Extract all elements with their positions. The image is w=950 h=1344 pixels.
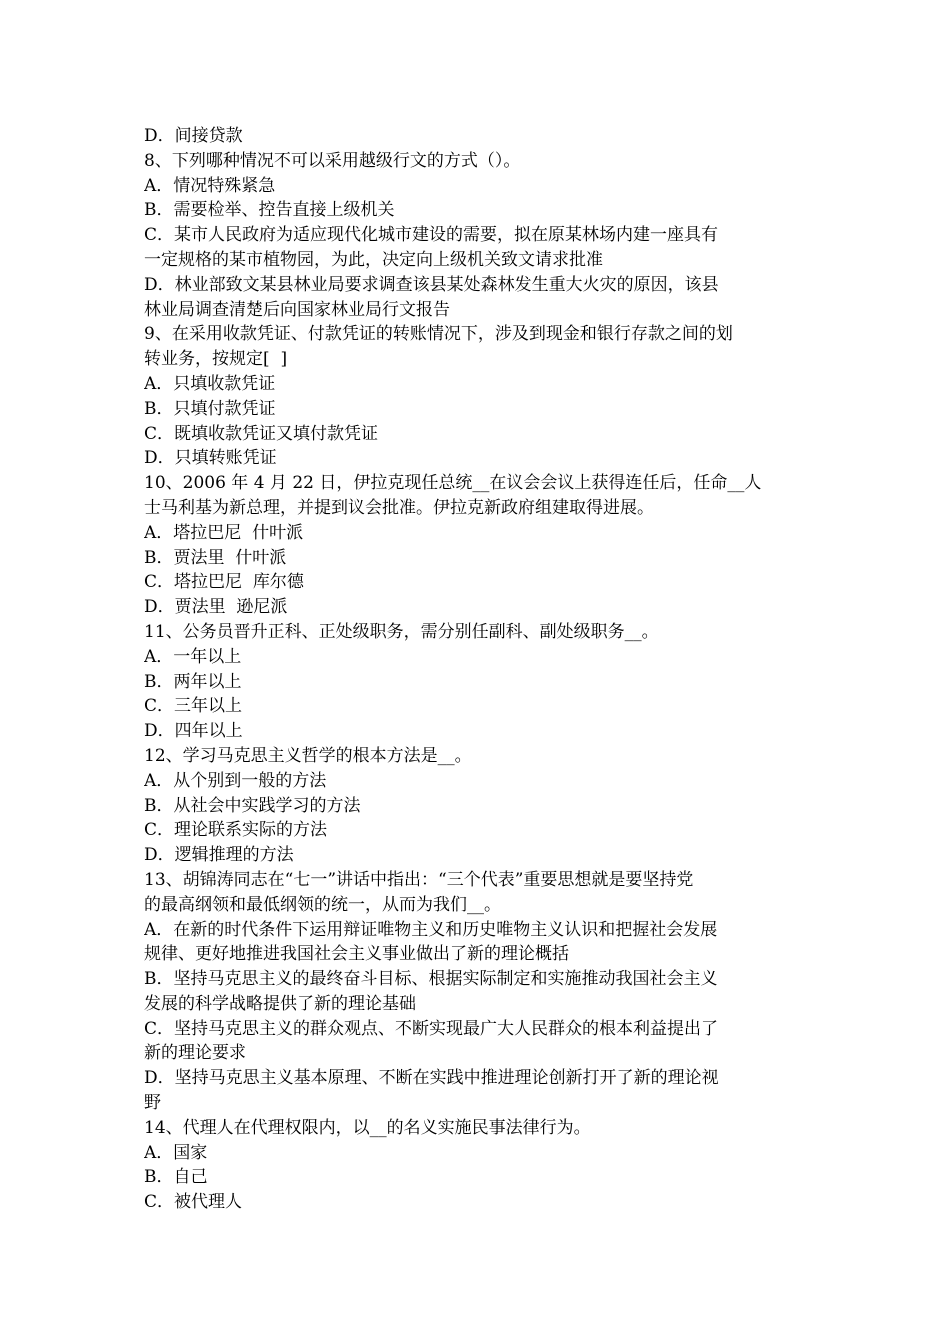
- text-line: D．林业部致文某县林业局要求调查该县某处森林发生重大火灾的原因，该县: [144, 274, 719, 295]
- text-line: 14、代理人在代理权限内，以__的名义实施民事法律行为。: [144, 1117, 591, 1138]
- text-line: C．三年以上: [144, 696, 243, 717]
- text-line: B．需要检举、控告直接上级机关: [144, 200, 395, 221]
- text-line: 新的理论要求: [144, 1043, 246, 1064]
- text-line: A．从个别到一般的方法: [144, 770, 327, 791]
- text-line: D．坚持马克思主义基本原理、不断在实践中推进理论创新打开了新的理论视: [144, 1068, 719, 1089]
- text-line: 士马利基为新总理，并提到议会批准。伊拉克新政府组建取得进展。: [144, 497, 654, 518]
- text-line: B．从社会中实践学习的方法: [144, 795, 361, 816]
- text-line: C．某市人民政府为适应现代化城市建设的需要，拟在原某林场内建一座具有: [144, 225, 719, 246]
- text-line: 12、学习马克思主义哲学的根本方法是__。: [144, 745, 472, 766]
- text-line: 发展的科学战略提供了新的理论基础: [144, 993, 416, 1014]
- text-line: 转业务，按规定[ ]: [144, 349, 288, 370]
- text-line: B．自己: [144, 1167, 208, 1188]
- text-line: D．逻辑推理的方法: [144, 845, 294, 866]
- text-line: D．四年以上: [144, 721, 243, 742]
- text-line: D．只填转账凭证: [144, 448, 277, 469]
- text-line: 11、公务员晋升正科、正处级职务，需分别任副科、副处级职务__。: [144, 621, 659, 642]
- text-line: B．只填付款凭证: [144, 398, 276, 419]
- text-line: C．坚持马克思主义的群众观点、不断实现最广大人民群众的根本利益提出了: [144, 1018, 719, 1039]
- text-line: D．贾法里 逊尼派: [144, 597, 288, 618]
- text-line: A．在新的时代条件下运用辩证唯物主义和历史唯物主义认识和把握社会发展: [144, 919, 718, 940]
- text-line: 的最高纲领和最低纲领的统一，从而为我们__。: [144, 894, 501, 915]
- text-line: A．只填收款凭证: [144, 373, 276, 394]
- text-line: 林业局调查清楚后向国家林业局行文报告: [144, 299, 450, 320]
- text-line: 一定规格的某市植物园，为此，决定向上级机关致文请求批准: [144, 249, 603, 270]
- text-line: 野: [144, 1093, 161, 1114]
- document-body: [144, 124, 808, 1215]
- text-line: 规律、更好地推进我国社会主义事业做出了新的理论概括: [144, 944, 569, 965]
- text-line: C．理论联系实际的方法: [144, 820, 328, 841]
- text-line: B．坚持马克思主义的最终奋斗目标、根据实际制定和实施推动我国社会主义: [144, 969, 718, 990]
- text-line: C．塔拉巴尼 库尔德: [144, 572, 304, 593]
- text-line: B．贾法里 什叶派: [144, 547, 287, 568]
- text-line: 9、在采用收款凭证、付款凭证的转账情况下，涉及到现金和银行存款之间的划: [144, 324, 733, 345]
- text-line: B．两年以上: [144, 671, 242, 692]
- text-line: 13、胡锦涛同志在“七一”讲话中指出：“三个代表”重要思想就是要坚持党: [144, 869, 694, 890]
- text-line: A．一年以上: [144, 646, 242, 667]
- text-line: 8、下列哪种情况不可以采用越级行文的方式（）。: [144, 150, 521, 171]
- text-line: C．被代理人: [144, 1192, 243, 1213]
- text-line: D．间接贷款: [144, 126, 243, 146]
- text-line: A．国家: [144, 1142, 208, 1163]
- text-line: 10、2006 年 4 月 22 日，伊拉克现任总统__在议会会议上获得连任后，任命__人: [144, 473, 762, 494]
- text-line: C．既填收款凭证又填付款凭证: [144, 423, 379, 444]
- text-line: A．塔拉巴尼 什叶派: [144, 522, 304, 543]
- text-line: A．情况特殊紧急: [144, 175, 276, 196]
